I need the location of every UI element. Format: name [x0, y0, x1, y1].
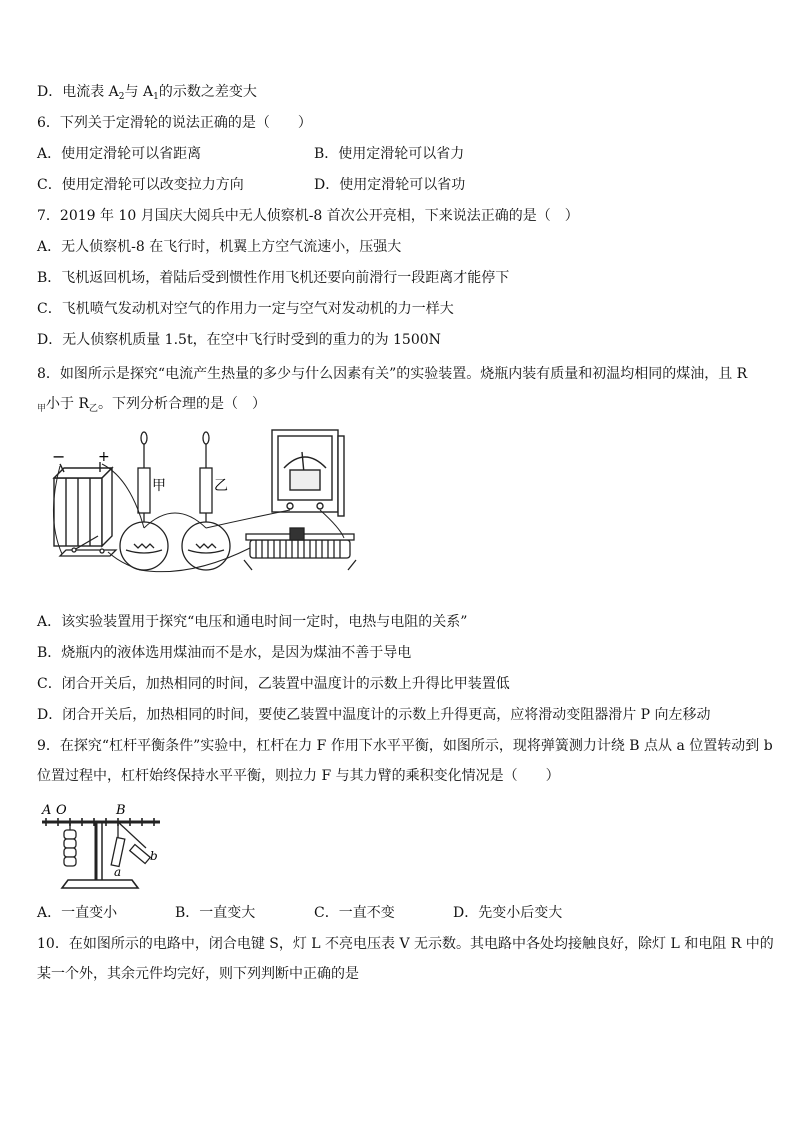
flask-jia-icon — [120, 432, 168, 570]
q9-option-b: B．一直变大 — [175, 905, 256, 921]
q9-stem-line1: 9．在探究“杠杆平衡条件”实验中，杠杆在力 F 作用下水平平衡，如图所示，现将弹簧测力计绕 B 点从 a 位置转动到 b — [37, 738, 773, 754]
fig-label-O: O — [56, 803, 67, 818]
q5-option-d — [37, 82, 257, 107]
q9-option-c: C．一直不变 — [314, 905, 395, 921]
q7-option-c: C．飞机喷气发动机对空气的作用力一定与空气对发动机的力一样大 — [37, 301, 454, 317]
q6-option-b: B．使用定滑轮可以省力 — [314, 146, 465, 162]
fig-label-b: b — [150, 849, 158, 863]
q9-stem-line2: 位置过程中，杠杆始终保持水平平衡，则拉力 F 与其力臂的乘积变化情况是（ ） — [37, 768, 560, 784]
q8-sub-jia: 甲 — [37, 404, 47, 414]
ammeter-icon — [272, 430, 344, 516]
q7-option-b: B．飞机返回机场，着陆后受到惯性作用飞机还要向前滑行一段距离才能停下 — [37, 270, 510, 286]
q8-stem-line2 — [37, 394, 266, 419]
q7-option-d: D．无人侦察机质量 1.5t，在空中飞行时受到的重力的为 1500N — [37, 332, 441, 348]
plus-sign: + — [98, 449, 110, 465]
q8-stem-line2-b: 。下列分析合理的是（ ） — [98, 396, 267, 412]
q6-stem: 6．下列关于定滑轮的说法正确的是（ ） — [37, 115, 312, 131]
weights-icon — [64, 822, 76, 866]
fig-label-A: A — [42, 803, 52, 818]
fig-label-B: B — [116, 803, 126, 818]
fig-label-yi: 乙 — [214, 478, 228, 494]
q8-stem-line1: 8．如图所示是探究“电流产生热量的多少与什么因素有关”的实验装置。烧瓶内装有质量和初温均相同的煤油，且 R — [37, 366, 748, 382]
q6-option-c: C．使用定滑轮可以改变拉力方向 — [37, 177, 244, 193]
q5-option-d-pre: D．电流表 A — [37, 84, 119, 100]
q8-option-b: B．烧瓶内的液体选用煤油而不是水，是因为煤油不善于导电 — [37, 645, 412, 661]
q8-apparatus-figure — [40, 428, 360, 583]
q9-lever-figure — [36, 800, 166, 892]
q8-sub-yi: 乙 — [89, 404, 99, 414]
q6-option-a: A．使用定滑轮可以省距离 — [37, 146, 202, 162]
fig-label-a: a — [114, 865, 122, 879]
fig-label-jia: 甲 — [152, 478, 166, 494]
q9-option-d: D．先变小后变大 — [453, 905, 563, 921]
minus-sign: − — [52, 447, 66, 466]
q10-stem-line2: 某一个外，其余元件均完好，则下列判断中正确的是 — [37, 966, 359, 982]
q7-option-a: A．无人侦察机-8 在飞行时，机翼上方空气流速小，压强大 — [37, 239, 402, 255]
q10-stem-line1: 10．在如图所示的电路中，闭合电键 S，灯 L 不亮电压表 V 无示数。其电路中各处均接触良好，除灯 L 和电阻 R 中的 — [37, 936, 774, 952]
q7-stem: 7．2019 年 10 月国庆大阅兵中无人侦察机-8 首次公开亮相，下来说法正确的是（ ） — [37, 208, 579, 224]
q8-option-d: D．闭合开关后，加热相同的时间，要使乙装置中温度计的示数上升得更高，应将滑动变阻器滑片 P 向左移动 — [37, 707, 711, 723]
q5-sub-2: 2 — [118, 92, 125, 102]
rheostat-icon — [244, 528, 356, 570]
q8-option-c: C．闭合开关后，加热相同的时间，乙装置中温度计的示数上升得比甲装置低 — [37, 676, 510, 692]
q9-option-a: A．一直变小 — [37, 905, 118, 921]
q5-option-d-post: 的示数之差变大 — [158, 84, 257, 100]
q8-stem-line2-a: 小于 R — [46, 396, 90, 412]
q6-option-d: D．使用定滑轮可以省功 — [314, 177, 466, 193]
flask-yi-icon — [182, 432, 230, 570]
battery-icon — [54, 462, 112, 546]
q5-sub-1: 1 — [153, 92, 159, 102]
q5-option-d-mid: 与 A — [124, 84, 154, 100]
q8-option-a: A．该实验装置用于探究“电压和通电时间一定时，电热与电阻的关系” — [37, 614, 468, 630]
spring-scale-icon — [111, 822, 150, 867]
